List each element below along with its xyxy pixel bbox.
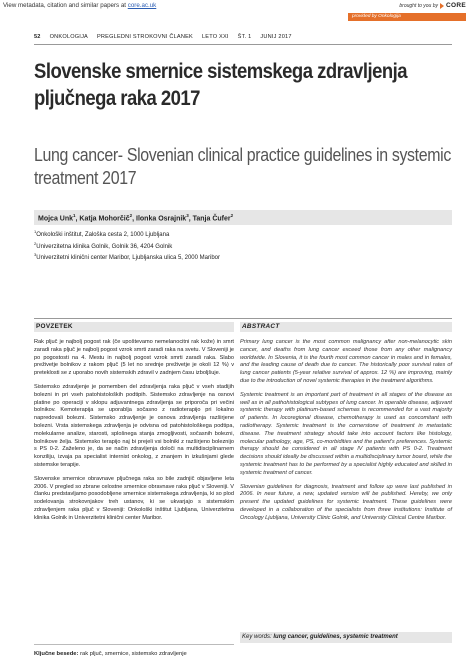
affiliation [34, 228, 220, 240]
provided-by-bar[interactable]: provided by Onkologija [348, 13, 466, 21]
povzetek-paragraph: Slovenske smernice obravnave pljučnega raka so bile zadnjič objavljene leta 2006. V pregled so zbrane celostne smernice obravnave raka pljuč v Sloveniji. V članku predstavljamo posodobljene smernice sistemskega zdravljenja, ki so plod sodelovanja strokovnjakov treh ustanov, ki se ukvarjajo s sistemskim zdravljenjem raka pljuč v Sloveniji: Onkološki inštitut Ljubljana, Univerzitetna klinika Golnik in Univerzitetni klinični center Maribor. [34, 475, 234, 521]
affiliation-text: Univerzitetni klinični center Maribor, Ljubljanska ulica 5, 2000 Maribor [36, 255, 220, 262]
running-head [34, 34, 292, 40]
keywords-label: Ključne besede: [34, 651, 79, 657]
article-type: PREGLEDNI STROKOVNI ČLANEK [97, 34, 193, 40]
author-sup: 3 [186, 213, 189, 218]
page-number: 52 [34, 34, 41, 40]
author: Katja Mohorčič [79, 215, 130, 223]
core-notice-text: View metadata, citation and similar papers at [3, 2, 128, 9]
author-sup: 2 [230, 213, 234, 218]
article-title: Slovenske smernice sistemskega zdravljenja pljučnega raka 2017 [34, 59, 408, 110]
povzetek-column [34, 322, 234, 523]
author: Ilonka Osrajnik [136, 215, 187, 223]
keywords-label: Key words: [242, 634, 272, 640]
povzetek-paragraph: Sistemsko zdravljenje je pomemben del zdravljenja raka pljuč v vseh stadijih bolezni in pri vseh patohistoloških podtipih. Sistemsko zdravljenje na osnovi platine po operaciji v sklopu adjuvantnega zdravljenja se priporoča pri večini bolnikov. Kemoterapija se uporablja sočasno z radioterapijo pri lokalno napredovali bolezni. Sistemsko zdravljenje je osnova zdravljenja razširjene bolezni. Vrsta sistemskega zdravljenja je odvisna od patohistološkega podtipa, molekularne analize, starosti, splošnega stanja zmogljivosti, sočasnih bolezni, bolnikove želja. Sistemsko terapijo naj bi prejeli vsi bolniki z razširjeno boleznijo s PS 0-2. Zaželeno je, da se način zdravljenja določi na multidisciplinarnem konziliju, izvaja pa specialist internist onkolog, z znanjem in izkušnjami glede sistemske terapije. [34, 383, 234, 468]
affiliation [34, 240, 220, 252]
section-divider [34, 318, 452, 319]
povzetek-heading: POVZETEK [34, 322, 234, 332]
author-list: Mojca Unk$^1$, Katja Mohorčič$^2$, Ilonka Osrajnik$^3$, Tanja Čufer$^2$ [38, 213, 234, 223]
abstract-paragraph: Primary lung cancer is the most common malignancy after non-melanocytic skin cancer, and deaths from lung cancer exceed those from any other malignancy worldwide. In Slovenia, it is the fourth most common cancer in males and in females, and the leading cause of death due to cancer. The historically poor survival rates of lung cancer patients (5-year relative survival of approx. 12 %) are improving, mainly due to the introduction of novel systemic therapies in the treatment algorithms. [240, 339, 452, 384]
volume-year: LETO XXI [201, 34, 229, 40]
brought-by-text: brought to you by [399, 2, 439, 9]
author-sup: 2 [129, 213, 133, 218]
issue-date: JUNIJ 2017 [260, 34, 292, 40]
abstract-paragraph: Systemic treatment is an important part of treatment in all stages of the disease as well as in all pathohistological subtypes of lung cancer. In operable disease, adjuvant systemic therapy with platinum-based schemas is recommended for a vast majority of patients. In locoregional disease, chemotherapy is used as concomitant with radiotherapy. Systemic treatment is the cornerstone of treatment in metastatic disease. The treatment strategy should take into account factors like histology, molecular pathology, age, PS, co-morbidities and the patient's preferences. Systemic therapy should be considered in all stage IV patients with PS 0-2. Treatment decisions should ideally be discussed within a multidisciplinary tumor board, while the systemic treatment has to be performed by a specialist highly educated and skilled in systemic treatment of cancer. [240, 391, 452, 476]
header-divider [34, 44, 452, 45]
abstract-column [240, 322, 452, 523]
keywords-text: rak pljuč, smernice, sistemsko zdravljenje [80, 651, 187, 657]
affiliation-sup: 1 [34, 229, 37, 234]
keywords-divider [34, 644, 234, 645]
issue-number: ŠT. 1 [237, 34, 252, 40]
povzetek-paragraph: Rak pljuč je najbolj pogost rak (če upoštevamo nemelanocitni rak kože) in smrt zaradi raka pljuč je najbolj pogost vzrok smrti zaradi raka na svetu. V Sloveniji je po pogostosti na 4. Mestu in najbolj pogost vzrok smrti zaradi raka. Slabo preživetje bolnikov z rakom pljuč (5 let no srednje preživetje je okoli 12 %) v preteklosti se z uporabo novih sistemskih zdravil v zadnjem času izboljšuje. [34, 339, 234, 377]
author: Mojca Unk [38, 215, 74, 223]
core-logo-icon [440, 3, 444, 9]
core-banner [0, 0, 474, 22]
slovene-keywords [34, 651, 187, 657]
affiliation-sup: 2 [34, 240, 37, 246]
abstract-heading: ABSTRACT [240, 322, 452, 332]
affiliation-text: Univerzitetna klinika Golnik, Golnik 36, 4204 Golnik [36, 243, 173, 250]
author-sup: 1 [73, 213, 76, 218]
affiliation-list [34, 228, 220, 263]
article-subtitle: Lung cancer- Slovenian clinical practice guidelines in systemic treatment 2017 [34, 144, 451, 188]
brought-to-you[interactable] [399, 2, 466, 9]
journal-name: ONKOLOGIJA [49, 34, 88, 40]
affiliation-text: Onkološki inštitut, Zaloška cesta 2, 1000 Ljubljana [36, 232, 170, 238]
core-link[interactable]: core.ac.uk [127, 2, 157, 9]
affiliation-sup: 3 [34, 252, 37, 258]
affiliation [34, 251, 220, 263]
abstract-paragraph: Slovenian guidelines for diagnosis, treatment and follow up were last published in 2006. In near future, a new, updated version will be published. Hereby, we only present the updated guidelines for systemic treatment. These guidelines were developed in a collaboration of the specialists from three institutions: Institute of Oncology Ljubljana, University Clinic Golnik, and University Clinical Centre Maribor. [240, 483, 452, 521]
english-keywords [240, 632, 452, 643]
keywords-text: lung cancer, guidelines, systemic treatment [273, 634, 398, 640]
core-logo: CORE [446, 2, 466, 9]
author: Tanja Čufer [192, 215, 231, 223]
core-metadata-notice [3, 2, 156, 9]
